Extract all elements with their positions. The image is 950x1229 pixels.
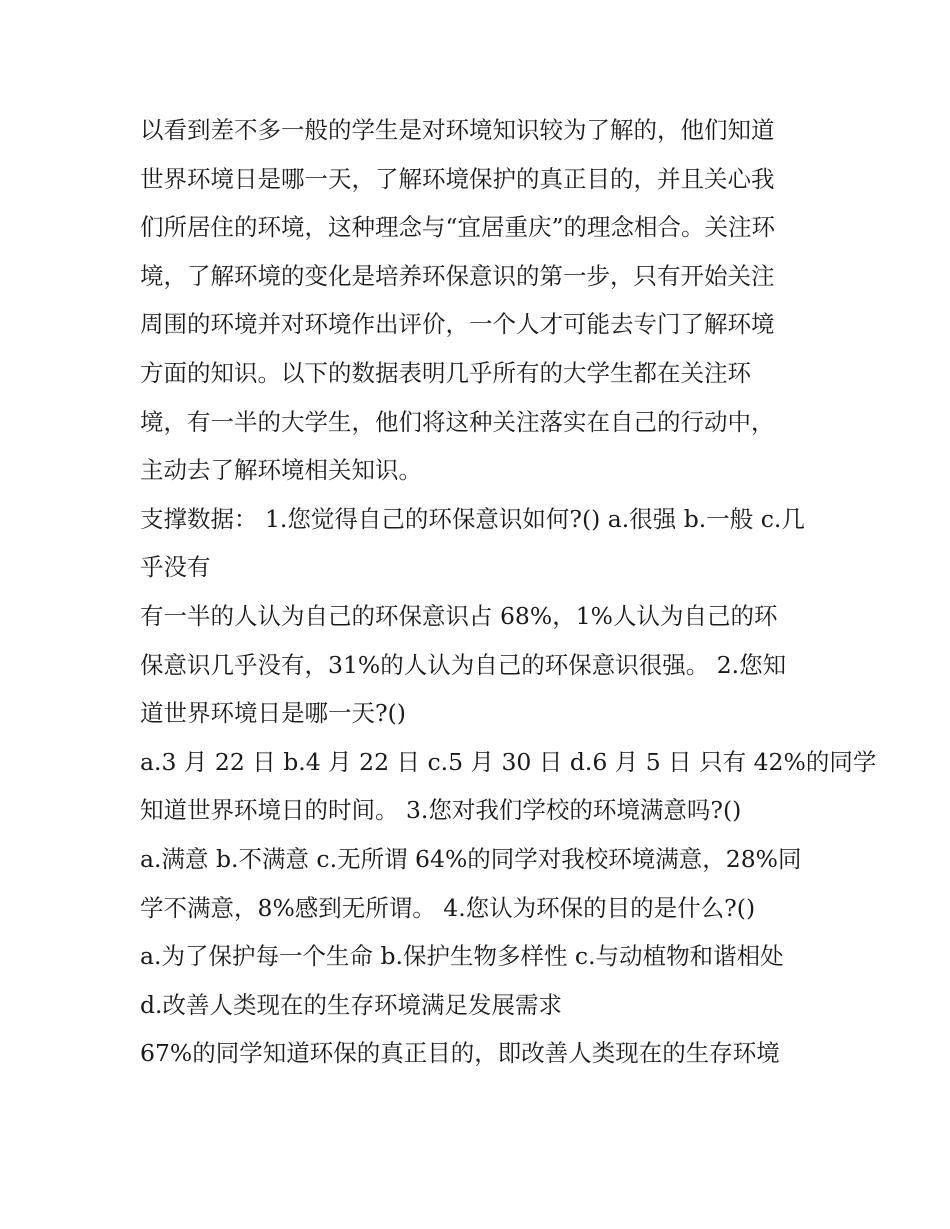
text-line-18: a.为了保护每一个生命 b.保护生物多样性 c.与动植物和谐相处 <box>140 942 784 971</box>
text-line-12: 保意识几乎没有，31%的人认为自己的环保意识很强。 2.您知 <box>140 650 787 679</box>
text-line-5: 周围的环境并对环境作出评价，一个人才可能去专门了解环境 <box>140 310 775 339</box>
text-line-16: a.满意 b.不满意 c.无所谓 64%的同学对我校环境满意，28%同 <box>140 844 802 873</box>
text-line-14: a.3 月 22 日 b.4 月 22 日 c.5 月 30 日 d.6 月 5 日 只有 42%的同学 <box>140 747 877 776</box>
text-line-6: 方面的知识。以下的数据表明几乎所有的大学生都在关注环 <box>140 358 751 387</box>
text-line-4: 境，了解环境的变化是培养环保意识的第一步，只有开始关注 <box>140 261 775 290</box>
text-line-9: 支撑数据： 1.您觉得自己的环保意识如何?() a.很强 b.一般 c.几 <box>140 504 805 533</box>
text-line-3: 们所居住的环境，这种理念与“宜居重庆”的理念相合。关注环 <box>140 213 776 242</box>
text-line-11: 有一半的人认为自己的环保意识占 68%，1%人认为自己的环 <box>140 601 778 630</box>
text-line-15: 知道世界环境日的时间。 3.您对我们学校的环境满意吗?() <box>140 796 742 825</box>
text-line-1: 以看到差不多一般的学生是对环境知识较为了解的，他们知道 <box>140 116 775 144</box>
text-line-7: 境，有一半的大学生，他们将这种关注落实在自己的行动中， <box>140 407 775 436</box>
text-line-19: d.改善人类现在的生存环境满足发展需求 <box>140 990 563 1019</box>
body-text <box>140 106 877 1078</box>
text-line-2: 世界环境日是哪一天，了解环境保护的真正目的，并且关心我 <box>140 164 775 193</box>
text-line-8: 主动去了解环境相关知识。 <box>140 456 422 485</box>
text-line-10: 乎没有 <box>140 553 211 582</box>
text-line-13: 道世界环境日是哪一天?() <box>140 699 406 728</box>
text-line-20: 67%的同学知道环保的真正目的，即改善人类现在的生存环境 <box>140 1039 780 1068</box>
text-line-17: 学不满意，8%感到无所谓。 4.您认为环保的目的是什么?() <box>140 893 756 922</box>
